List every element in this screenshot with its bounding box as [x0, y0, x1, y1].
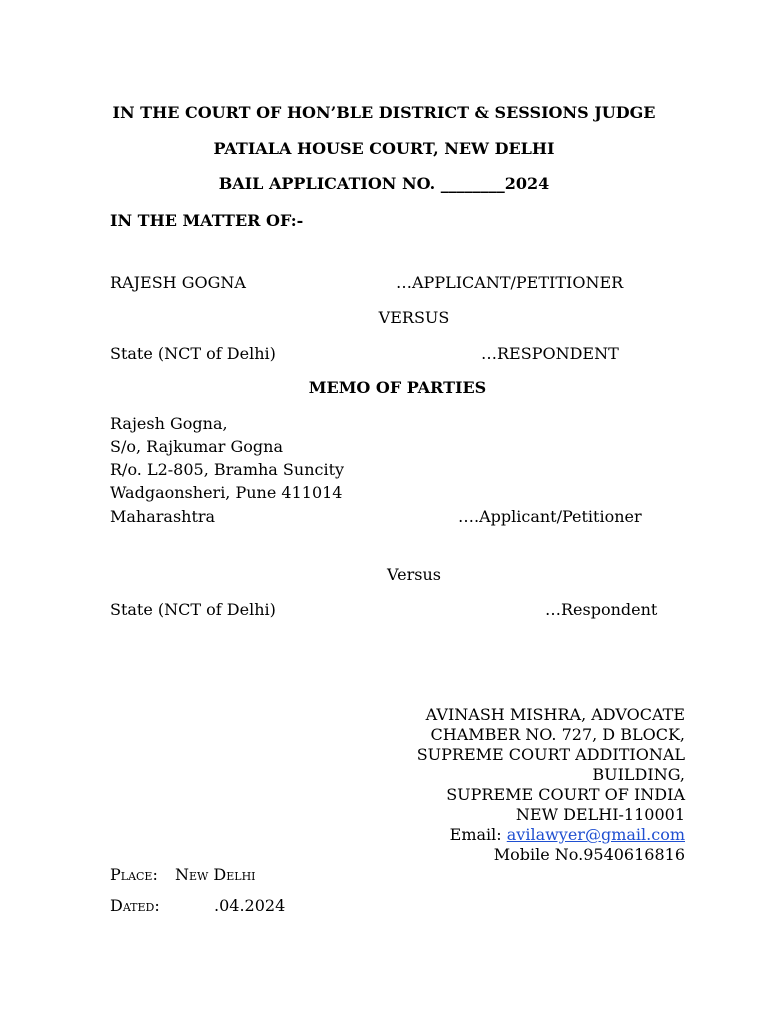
advocate-city: NEW DELHI-110001 [515, 805, 685, 824]
advocate-address-line: BUILDING, [592, 765, 685, 784]
advocate-block [417, 705, 685, 865]
versus-memo: Versus [387, 565, 441, 584]
advocate-chamber: CHAMBER NO. 727, D BLOCK, [430, 725, 685, 744]
advocate-name: AVINASH MISHRA, ADVOCATE [425, 705, 685, 724]
versus-caption: VERSUS [378, 308, 450, 327]
email-label: Email: [449, 825, 507, 844]
advocate-email [417, 825, 685, 845]
applicant-address-line: Maharashtra [110, 507, 216, 526]
applicant-address-line: Wadgaonsheri, Pune 411014 [110, 483, 343, 502]
dated-label: Dated: [110, 896, 160, 915]
respondent-role: …RESPONDENT [481, 344, 619, 363]
matter-label: IN THE MATTER OF:- [110, 211, 304, 230]
court-location: PATIALA HOUSE COURT, NEW DELHI [213, 139, 555, 158]
advocate-address-line: SUPREME COURT OF INDIA [446, 785, 685, 804]
applicant-role: …APPLICANT/PETITIONER [396, 273, 624, 292]
applicant-address-line: S/o, Rajkumar Gogna [110, 437, 284, 456]
applicant-name: RAJESH GOGNA [110, 273, 246, 292]
dated-value: .04.2024 [214, 896, 286, 915]
memo-respondent-role: …Respondent [545, 600, 658, 619]
place-label: Place: [110, 865, 158, 884]
court-heading: IN THE COURT OF HON’BLE DISTRICT & SESSIONS JUDGE [112, 103, 656, 122]
respondent-name: State (NCT of Delhi) [110, 344, 276, 363]
advocate-mobile: Mobile No.9540616816 [493, 845, 685, 864]
email-link[interactable]: avilawyer@gmail.com [506, 825, 685, 844]
memo-applicant-role: ….Applicant/Petitioner [458, 507, 642, 526]
place-value: New Delhi [175, 865, 256, 884]
advocate-address-line: SUPREME COURT ADDITIONAL [416, 745, 685, 764]
bail-application-number: BAIL APPLICATION NO. ________2024 [218, 174, 550, 193]
memo-title: MEMO OF PARTIES [308, 378, 487, 397]
applicant-address-line: Rajesh Gogna, [110, 414, 228, 433]
memo-respondent-name: State (NCT of Delhi) [110, 600, 276, 619]
applicant-address-line: R/o. L2-805, Bramha Suncity [110, 460, 345, 479]
